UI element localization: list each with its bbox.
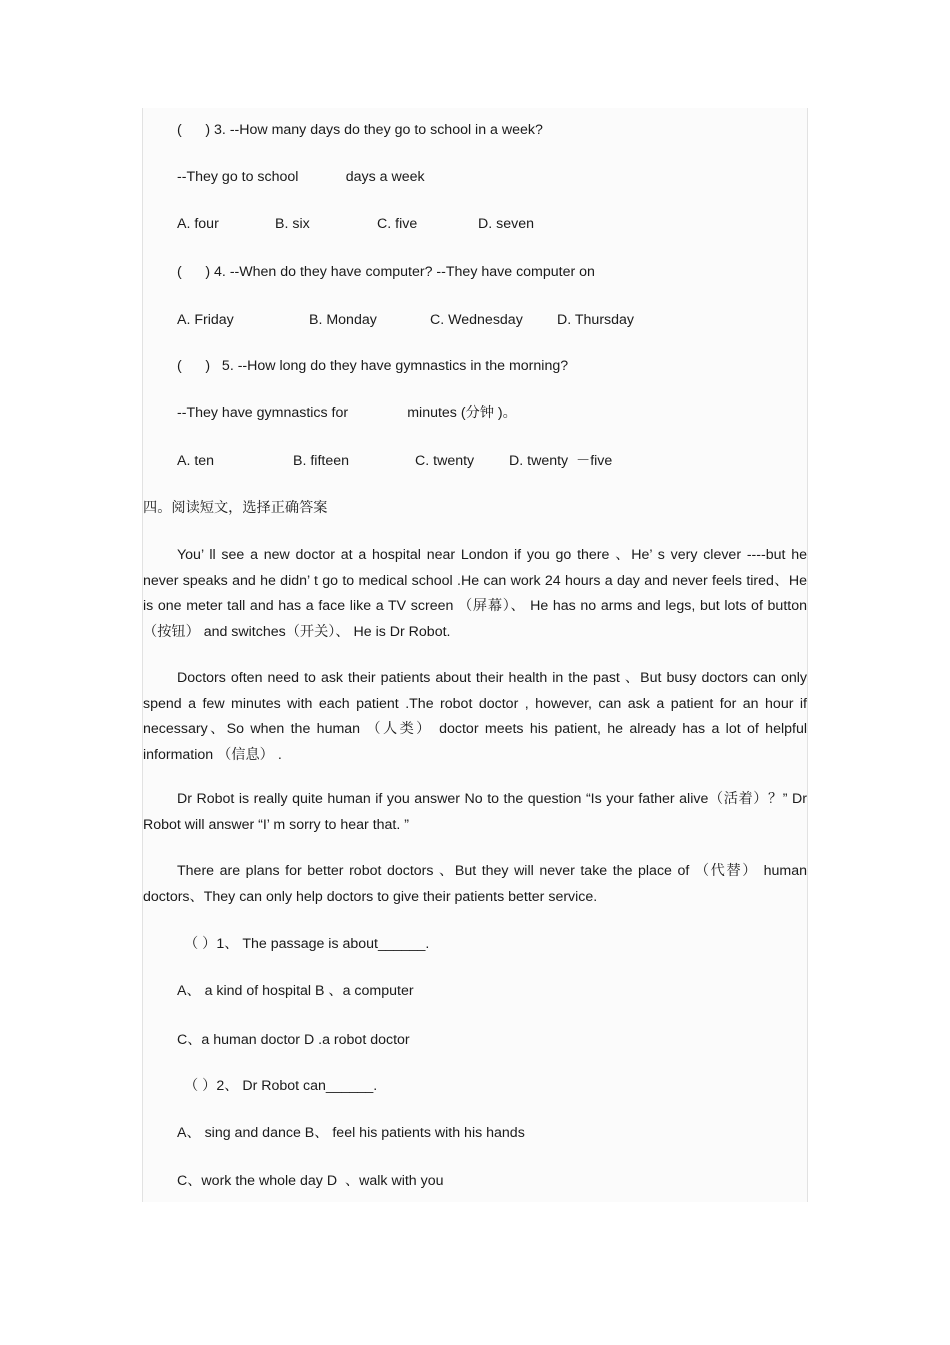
question-5-option-a: A. ten: [177, 453, 215, 469]
question-5-option-c: C. twenty: [415, 453, 475, 469]
passage-paragraph-4: [143, 859, 807, 910]
question-3-option-a: A. four: [177, 216, 219, 232]
question-4-option-d: D. Thursday: [557, 312, 635, 328]
question-5-answer-line: --They have gymnastics for minutes (分钟 )。: [177, 405, 517, 421]
passage-paragraph-4-text: There are plans for better robot doctors 、But they will never take the place of （代替） human doctors、They can only help doctors to give their patients better service.: [143, 863, 807, 905]
passage-paragraph-2-text: Doctors often need to ask their patients about their health in the past 、But busy doctors can only spend a few minutes with each patient .The robot doctor , however, can ask a patient for an hour if necessary、So when the human （人类） doctor meets his patient, he already has a lot of helpful information （信息） .: [143, 670, 807, 763]
question-3-option-b: B. six: [275, 216, 310, 232]
passage-paragraph-3: [143, 787, 807, 838]
passage-paragraph-2: [143, 666, 807, 768]
passage-paragraph-3-text: Dr Robot is really quite human if you answer No to the question “Is your father alive（活着）？” Dr Robot will answer “I’ m sorry to hear that. ”: [143, 791, 807, 833]
question-4-stem: ( ) 4. --When do they have computer? --They have computer on: [177, 264, 595, 280]
question-5-option-b: B. fifteen: [293, 453, 349, 469]
reading-question-2-options-line-1: A、 sing and dance B、 feel his patients with his hands: [177, 1125, 525, 1141]
section-title: 四。阅读短文，选择正确答案: [143, 500, 328, 516]
question-5-stem: ( ) 5. --How long do they have gymnastics in the morning?: [177, 358, 569, 374]
reading-question-1-options-line-1: A、 a kind of hospital B 、a computer: [177, 983, 414, 999]
question-4-option-b: B. Monday: [309, 312, 377, 328]
reading-question-1-stem: （ ）1、 The passage is about______.: [184, 936, 430, 952]
passage-paragraph-1: [143, 543, 807, 645]
question-3-answer-line: --They go to school days a week: [177, 169, 425, 185]
reading-question-1-options-line-2: C、a human doctor D .a robot doctor: [177, 1032, 410, 1048]
question-3-option-d: D. seven: [478, 216, 534, 232]
passage-paragraph-1-text: You’ ll see a new doctor at a hospital near London if you go there 、He’ s very clever ----but he never speaks and he didn’ t go to medical school .He can work 24 hours a day and never feels tired、He is one meter tall and has a face like a TV screen （屏幕）、 He has no arms and legs, but lots of button （按钮） and switches（开关）、 He is Dr Robot.: [143, 547, 807, 640]
question-5-option-d: D. twenty －five: [509, 453, 613, 469]
question-3-stem: ( ) 3. --How many days do they go to school in a week?: [177, 122, 543, 138]
question-4-option-c: C. Wednesday: [430, 312, 523, 328]
question-4-option-a: A. Friday: [177, 312, 234, 328]
reading-question-2-options-line-2: C、work the whole day D 、walk with you: [177, 1173, 444, 1189]
reading-question-2-stem: （ ）2、 Dr Robot can______.: [184, 1078, 378, 1094]
question-3-option-c: C. five: [377, 216, 418, 232]
